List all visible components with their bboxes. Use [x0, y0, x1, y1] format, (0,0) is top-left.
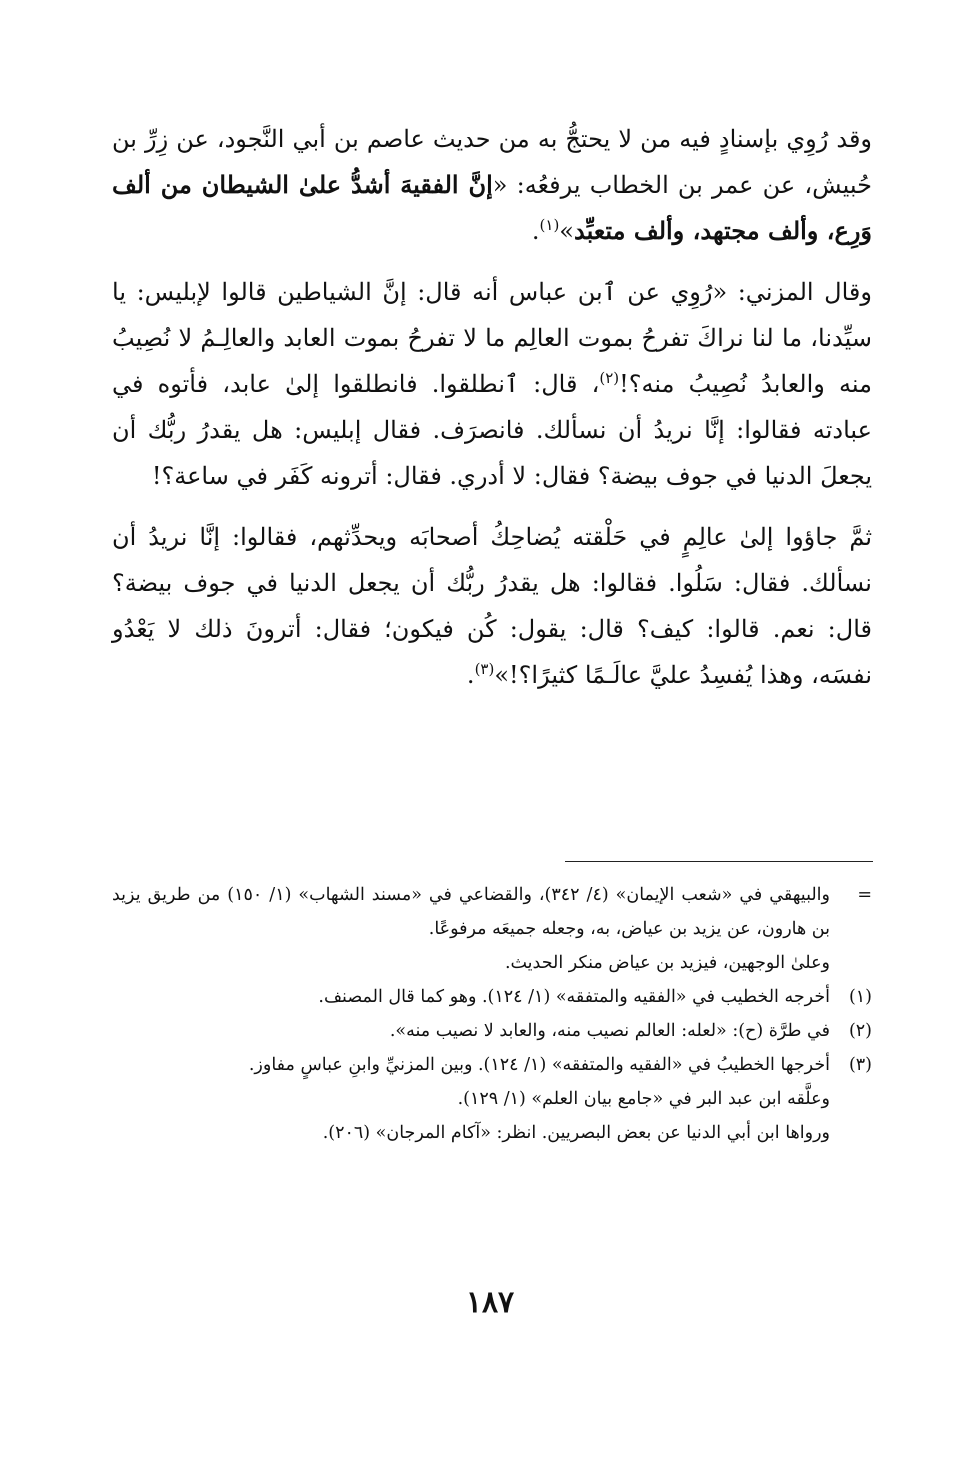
- page-number: ١٨٧: [465, 1285, 515, 1320]
- continuation-line-2: وعلىٰ الوجهين، فيزيد بن عياض منكر الحديث.: [504, 953, 830, 973]
- paragraph-1-quote-close: »: [559, 217, 574, 245]
- footnote-ref-3[interactable]: (٣): [474, 660, 495, 678]
- continuation-text: والبيهقي في «شعب الإيمان» (٤/ ٣٤٢)، والقضاعي في «مسند الشهاب» (١/ ١٥٠) من طريق يزيد بن هارون، عن يزيد بن عياض، به، وجعله جميعَه مرفوعًا.: [112, 885, 830, 939]
- paragraph-2-text-b: ، قال: ٱنطلقوا. فانطلقوا إلىٰ عابد، فأتوه في عبادته فقالوا: إنَّا نريدُ أن نسألك. فانصرَف. فقال إبليس: هل يقدرُ ربُّك أن يجعلَ الدنيا في جوف بيضة؟ فقال: لا أدري. فقال: أترونه كَفَر في ساعة؟!: [112, 370, 872, 490]
- paragraph-1-end: .: [531, 217, 540, 245]
- paragraph-3-end: .: [466, 661, 475, 689]
- footnote-1: [112, 980, 872, 1014]
- paragraph-1-bold-quote: إنَّ الفقيهَ أشدُّ علىٰ الشيطان من ألف وَرِع، وألف مجتهد، وألف متعبِّد: [112, 170, 872, 245]
- footnote-2-marker: (٢): [848, 1021, 872, 1041]
- paragraph-2-text-a: وقال المزني: «رُوِي عن ٱبن عباس أنه قال: إنَّ الشياطين قالوا لإبليس: يا سيِّدنا، ما لنا نراكَ تفرحُ بموت العالِم ما لا تفرحُ بموت العابد والعالِـمُ لا نُصِيبُ منه والعابدُ نُصِيبُ منه؟!: [112, 278, 872, 398]
- paragraph-2: [112, 269, 872, 499]
- paragraph-3-text: ثمَّ جاؤوا إلىٰ عالِمٍ في حَلْقته يُضاحِكُ أصحابَه ويحدِّثهم، فقالوا: إنَّا نريدُ أن نسألك. فقال: سَلُوا. فقالوا: هل يقدرُ ربُّك أن يجعل الدنيا في جوف بيضة؟ قال: نعم. قالوا: كيف؟ قال: يقول: كُن فيكون؛ فقال: أترونَ ذلك لا يَعْدُو نفسَه، وهذا يُفسِدُ عليَّ عالَـمًا كثيرًا؟!»: [112, 523, 872, 689]
- main-text: [112, 116, 872, 713]
- footnote-3-line-3: ورواها ابن أبي الدنيا عن بعض البصريين. انظر: «آكام المرجان» (٢٠٦).: [322, 1123, 830, 1143]
- footnote-2-text: في طرَّة (ح): «لعله: العالم نصيب منه، والعابد لا نصيب منه».: [389, 1021, 830, 1041]
- footnote-3-text: أخرجها الخطيبُ في «الفقيه والمتفقه» (١/ ١٢٤). وبين المزنيِّ وابنِ عباسٍ مفاوز.: [248, 1055, 830, 1075]
- paragraph-1: [112, 116, 872, 254]
- footnote-3: [112, 1048, 872, 1082]
- paragraph-1-text: وقد رُوِي بإسنادٍ فيه من لا يحتجُّ به من حديث عاصم بن أبي النَّجود، عن زِرِّ بن حُبيش، عن عمر بن الخطاب يرفعُه: «: [112, 125, 872, 199]
- footnote-1-marker: (١): [848, 987, 872, 1007]
- footnotes: [112, 878, 872, 1150]
- footnote-2: [112, 1014, 872, 1048]
- footnote-ref-1[interactable]: (١): [539, 216, 560, 234]
- continuation-marker: =: [857, 885, 872, 905]
- footnote-3-line-2: وعلَّقه ابن عبد البر في «جامع بيان العلم» (١/ ١٢٩).: [457, 1089, 830, 1109]
- footnote-3-marker: (٣): [848, 1055, 872, 1075]
- paragraph-3: [112, 514, 872, 698]
- footnote-ref-2[interactable]: (٢): [599, 369, 620, 387]
- footnote-divider: [565, 861, 873, 862]
- footnote-continuation: [112, 878, 872, 946]
- footnote-1-text: أخرجه الخطيب في «الفقيه والمتفقه» (١/ ١٢٤). وهو كما قال المصنف.: [318, 987, 830, 1007]
